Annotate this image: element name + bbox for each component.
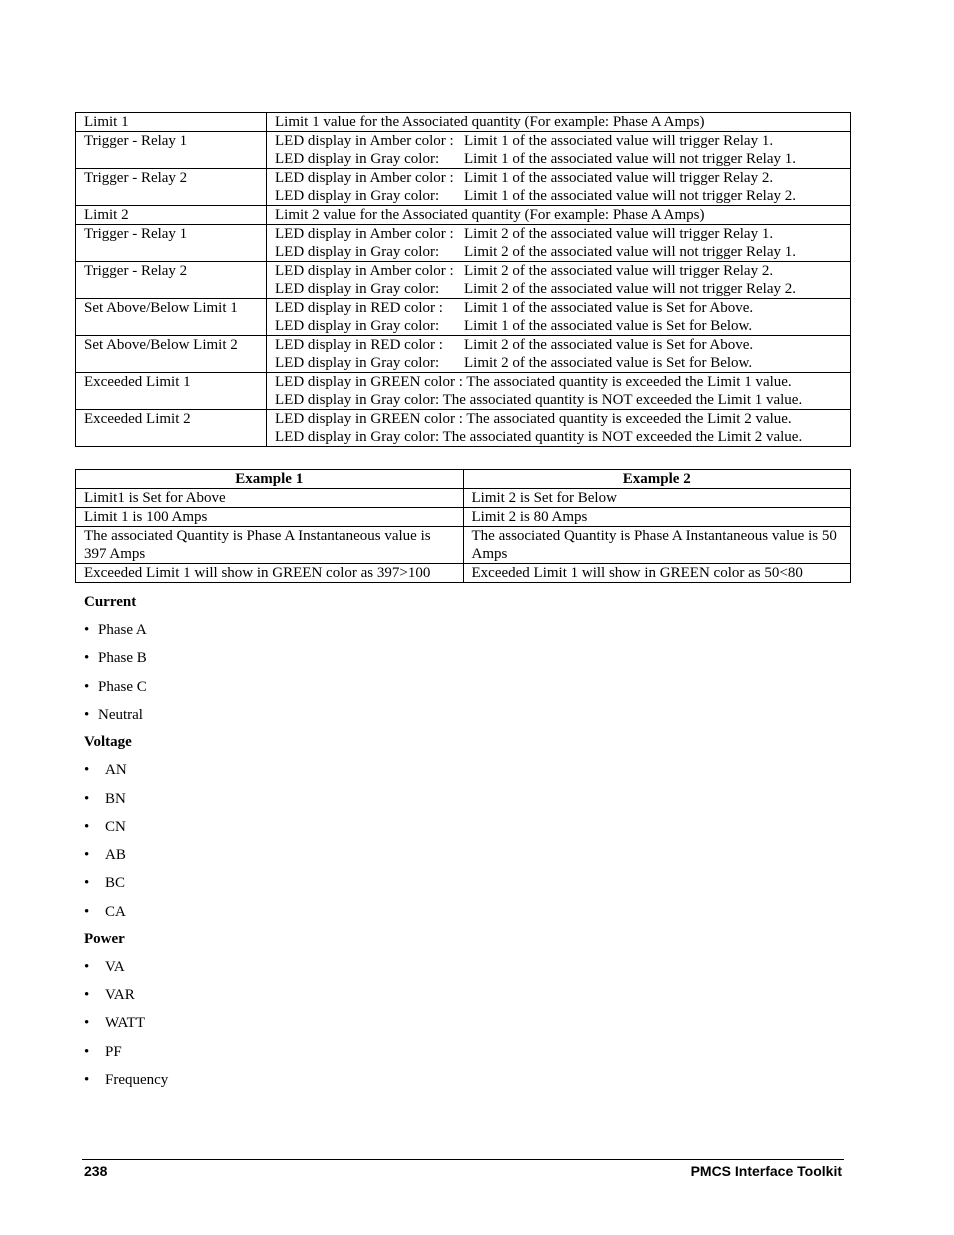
table-row — [76, 527, 851, 564]
description-prefix: LED display in Amber color : — [275, 170, 454, 186]
description-line — [275, 206, 842, 224]
list-item-label: VAR — [105, 987, 135, 1003]
description-prefix: LED display in Gray color: — [275, 281, 440, 297]
definition-description — [267, 299, 851, 336]
example-2-header: Example 2 — [463, 470, 851, 489]
bullet-icon: • — [84, 959, 90, 975]
list-item-label: AN — [105, 762, 127, 778]
list-item-label: Phase B — [98, 650, 147, 666]
definition-description — [267, 169, 851, 206]
table-row — [76, 299, 851, 336]
description-line — [275, 113, 842, 131]
description-prefix: LED display in Gray color: — [275, 244, 440, 260]
description-line — [275, 132, 842, 150]
list-item-label: Phase A — [98, 622, 147, 638]
table-row — [76, 508, 851, 527]
definitions-body — [76, 113, 851, 447]
list-item — [84, 903, 126, 921]
description-line — [275, 299, 842, 317]
description-text: Limit 1 of the associated value is Set for Below. — [464, 318, 753, 334]
list-item — [84, 790, 126, 808]
bullet-icon: • — [84, 847, 90, 863]
table-row — [76, 132, 851, 169]
table-row — [76, 262, 851, 299]
section-heading-power: Power — [84, 931, 125, 947]
list-item-label: Phase C — [98, 679, 147, 695]
definition-description — [267, 225, 851, 262]
description-prefix: LED display in Amber color : — [275, 226, 454, 242]
bullet-icon: • — [84, 762, 90, 778]
definition-description — [267, 336, 851, 373]
description-line — [275, 391, 842, 409]
list-item-label: Frequency — [105, 1072, 169, 1088]
description-line — [275, 225, 842, 243]
list-item — [84, 1014, 145, 1032]
list-item-label: BC — [105, 875, 126, 891]
list-item — [84, 846, 126, 864]
bullet-icon: • — [84, 1015, 90, 1031]
example-1-header: Example 1 — [76, 470, 464, 489]
description-prefix: LED display in Gray color: The associated quantity is NOT exceeded the Limit 2 value. — [275, 429, 803, 445]
description-line — [275, 150, 842, 168]
description-line — [275, 410, 842, 428]
description-text: Limit 2 of the associated value will trigger Relay 1. — [464, 226, 774, 242]
description-prefix: LED display in Gray color: — [275, 318, 440, 334]
definition-term: Set Above/Below Limit 1 — [76, 299, 267, 336]
example-cell: Limit1 is Set for Above — [76, 489, 464, 508]
table-row — [76, 564, 851, 583]
description-prefix: LED display in Amber color : — [275, 133, 454, 149]
bullet-icon: • — [84, 987, 90, 1003]
bullet-icon: • — [84, 707, 90, 723]
definition-term: Trigger - Relay 2 — [76, 262, 267, 299]
description-prefix: Limit 2 value for the Associated quantity (For example: Phase A Amps) — [275, 207, 705, 223]
description-prefix: Limit 1 value for the Associated quantity (For example: Phase A Amps) — [275, 114, 705, 130]
examples-table — [75, 469, 851, 583]
description-line — [275, 169, 842, 187]
description-line — [275, 336, 842, 354]
section-heading-voltage: Voltage — [84, 734, 132, 750]
list-item — [84, 986, 135, 1004]
definition-description — [267, 373, 851, 410]
description-line — [275, 262, 842, 280]
definition-term: Limit 1 — [76, 113, 267, 132]
bullet-icon: • — [84, 622, 90, 638]
list-item-label: VA — [105, 959, 125, 975]
description-text: Limit 2 of the associated value will not trigger Relay 2. — [464, 281, 796, 297]
bullet-icon: • — [84, 1072, 90, 1088]
description-line — [275, 243, 842, 261]
example-cell: Exceeded Limit 1 will show in GREEN color as 50<80 — [463, 564, 851, 583]
description-text: Limit 2 of the associated value will not trigger Relay 1. — [464, 244, 796, 260]
list-item-label: BN — [105, 791, 126, 807]
description-prefix: LED display in Gray color: The associated quantity is NOT exceeded the Limit 1 value. — [275, 392, 803, 408]
table-row — [76, 113, 851, 132]
definition-description — [267, 206, 851, 225]
definitions-table — [75, 112, 851, 447]
list-item-label: Neutral — [98, 707, 143, 723]
definition-description — [267, 132, 851, 169]
example-cell: The associated Quantity is Phase A Instantaneous value is 397 Amps — [76, 527, 464, 564]
description-prefix: LED display in GREEN color : The associated quantity is exceeded the Limit 2 value. — [275, 411, 792, 427]
list-item — [84, 1071, 168, 1089]
description-text: Limit 1 of the associated value will trigger Relay 2. — [464, 170, 774, 186]
definition-term: Trigger - Relay 1 — [76, 225, 267, 262]
description-text: Limit 2 of the associated value will trigger Relay 2. — [464, 263, 774, 279]
table-row — [76, 373, 851, 410]
bullet-icon: • — [84, 791, 90, 807]
description-text: Limit 1 of the associated value will trigger Relay 1. — [464, 133, 774, 149]
list-item — [84, 958, 125, 976]
description-prefix: LED display in RED color : — [275, 300, 443, 316]
description-prefix: LED display in GREEN color : The associated quantity is exceeded the Limit 1 value. — [275, 374, 792, 390]
example-cell: Limit 2 is Set for Below — [463, 489, 851, 508]
list-item-label: AB — [105, 847, 126, 863]
list-item — [84, 706, 143, 724]
description-line — [275, 187, 842, 205]
list-item — [84, 678, 147, 696]
list-item — [84, 874, 125, 892]
description-prefix: LED display in RED color : — [275, 337, 443, 353]
definition-description — [267, 262, 851, 299]
description-prefix: LED display in Gray color: — [275, 151, 440, 167]
definition-term: Exceeded Limit 2 — [76, 410, 267, 447]
description-text: Limit 1 of the associated value will not trigger Relay 1. — [464, 151, 796, 167]
list-item — [84, 1043, 122, 1061]
table-row — [76, 410, 851, 447]
footer-title: PMCS Interface Toolkit — [690, 1163, 842, 1179]
example-cell: Limit 2 is 80 Amps — [463, 508, 851, 527]
list-item — [84, 621, 147, 639]
description-text: Limit 1 of the associated value is Set for Above. — [464, 300, 754, 316]
table-row — [76, 336, 851, 373]
example-cell: Exceeded Limit 1 will show in GREEN color as 397>100 — [76, 564, 464, 583]
definition-term: Trigger - Relay 2 — [76, 169, 267, 206]
list-item-label: CN — [105, 819, 126, 835]
list-item-label: CA — [105, 904, 126, 920]
description-text: Limit 2 of the associated value is Set for Below. — [464, 355, 753, 371]
description-prefix: LED display in Gray color: — [275, 188, 440, 204]
bullet-icon: • — [84, 819, 90, 835]
description-line — [275, 317, 842, 335]
table-row — [76, 225, 851, 262]
description-text: Limit 1 of the associated value will not trigger Relay 2. — [464, 188, 796, 204]
page-number: 238 — [84, 1163, 108, 1179]
definition-term: Set Above/Below Limit 2 — [76, 336, 267, 373]
table-row — [76, 489, 851, 508]
list-item — [84, 649, 147, 667]
description-prefix: LED display in Gray color: — [275, 355, 440, 371]
definition-description — [267, 113, 851, 132]
definition-description — [267, 410, 851, 447]
list-item — [84, 761, 127, 779]
definition-term: Trigger - Relay 1 — [76, 132, 267, 169]
definition-term: Exceeded Limit 1 — [76, 373, 267, 410]
examples-header-row — [76, 470, 851, 489]
definition-term: Limit 2 — [76, 206, 267, 225]
description-line — [275, 280, 842, 298]
bullet-icon: • — [84, 679, 90, 695]
example-cell: Limit 1 is 100 Amps — [76, 508, 464, 527]
description-line — [275, 373, 842, 391]
bullet-icon: • — [84, 650, 90, 666]
section-heading-current: Current — [84, 594, 137, 610]
list-item-label: PF — [105, 1044, 122, 1060]
table-row — [76, 206, 851, 225]
bullet-icon: • — [84, 875, 90, 891]
table-row — [76, 169, 851, 206]
example-cell: The associated Quantity is Phase A Instantaneous value is 50 Amps — [463, 527, 851, 564]
bullet-icon: • — [84, 1044, 90, 1060]
list-item-label: WATT — [105, 1015, 145, 1031]
footer-divider — [82, 1159, 844, 1160]
description-line — [275, 428, 842, 446]
description-text: Limit 2 of the associated value is Set for Above. — [464, 337, 754, 353]
description-line — [275, 354, 842, 372]
bullet-icon: • — [84, 904, 90, 920]
description-prefix: LED display in Amber color : — [275, 263, 454, 279]
list-item — [84, 818, 126, 836]
